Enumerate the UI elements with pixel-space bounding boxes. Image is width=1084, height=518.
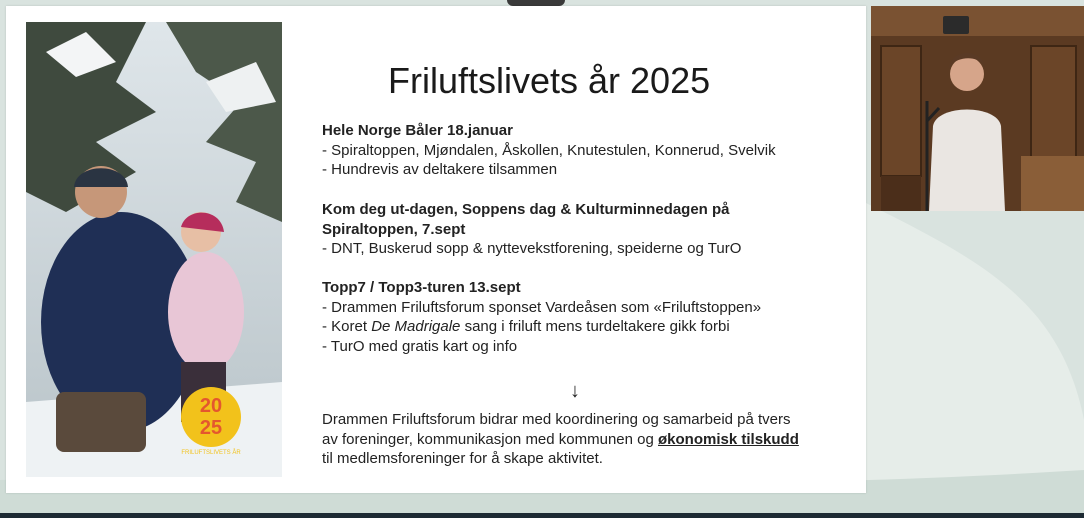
choir-suffix: sang i friluft mens turdeltakere gikk forbi	[460, 318, 730, 335]
list-item: - Spiraltoppen, Mjøndalen, Åskollen, Knutestulen, Konnerud, Svelvik	[322, 141, 776, 159]
summary-prefix: av foreninger, kommunikasjon med kommunen og	[322, 430, 659, 448]
section-summit-tour	[322, 278, 761, 356]
summary-text	[322, 410, 842, 469]
list-item: - Drammen Friluftsforum sponset Vardeåsen som «Friluftstoppen»	[322, 298, 762, 316]
slide-title: Friluftslivets år 2025	[388, 60, 711, 101]
section-heading: Topp7 / Topp3-turen 13.sept	[322, 279, 521, 296]
section-heading-line1: Kom deg ut-dagen, Soppens dag & Kulturminnedagen på	[322, 201, 730, 218]
section-bonfire	[322, 121, 776, 180]
list-item	[322, 317, 761, 337]
summary-line: til medlemsforeninger for å skape aktivitet.	[322, 450, 603, 467]
list-item: - TurO med gratis kart og info	[322, 337, 518, 355]
summary-emphasis: økonomisk tilskudd	[658, 430, 799, 448]
logo-year-top: 20	[199, 395, 223, 417]
list-item: - Hundrevis av deltakere tilsammen	[322, 161, 558, 178]
slide-photo	[26, 22, 282, 477]
section-outdoor-day	[322, 200, 741, 259]
speaker-video	[871, 6, 1084, 211]
arrow-down-icon: ↓	[570, 380, 580, 402]
presentation-slide	[6, 6, 866, 493]
summary-line: Drammen Friluftsforum bidrar med koordinering og samarbeid på tvers	[322, 411, 791, 428]
summary-line	[322, 430, 842, 450]
taskbar-strip	[0, 513, 1084, 518]
list-item: - DNT, Buskerud sopp & nyttevekstforening, speiderne og TurO	[322, 240, 742, 257]
logo-ring-text: FRILUFTSLIVETS ÅR	[181, 450, 241, 456]
choir-prefix: - Koret	[322, 318, 372, 335]
choir-name: De Madrigale	[371, 318, 461, 335]
section-heading: Hele Norge Båler 18.januar	[322, 122, 513, 139]
logo-year-bottom: 25	[199, 417, 223, 439]
section-heading-line2: Spiraltoppen, 7.sept	[322, 220, 466, 238]
